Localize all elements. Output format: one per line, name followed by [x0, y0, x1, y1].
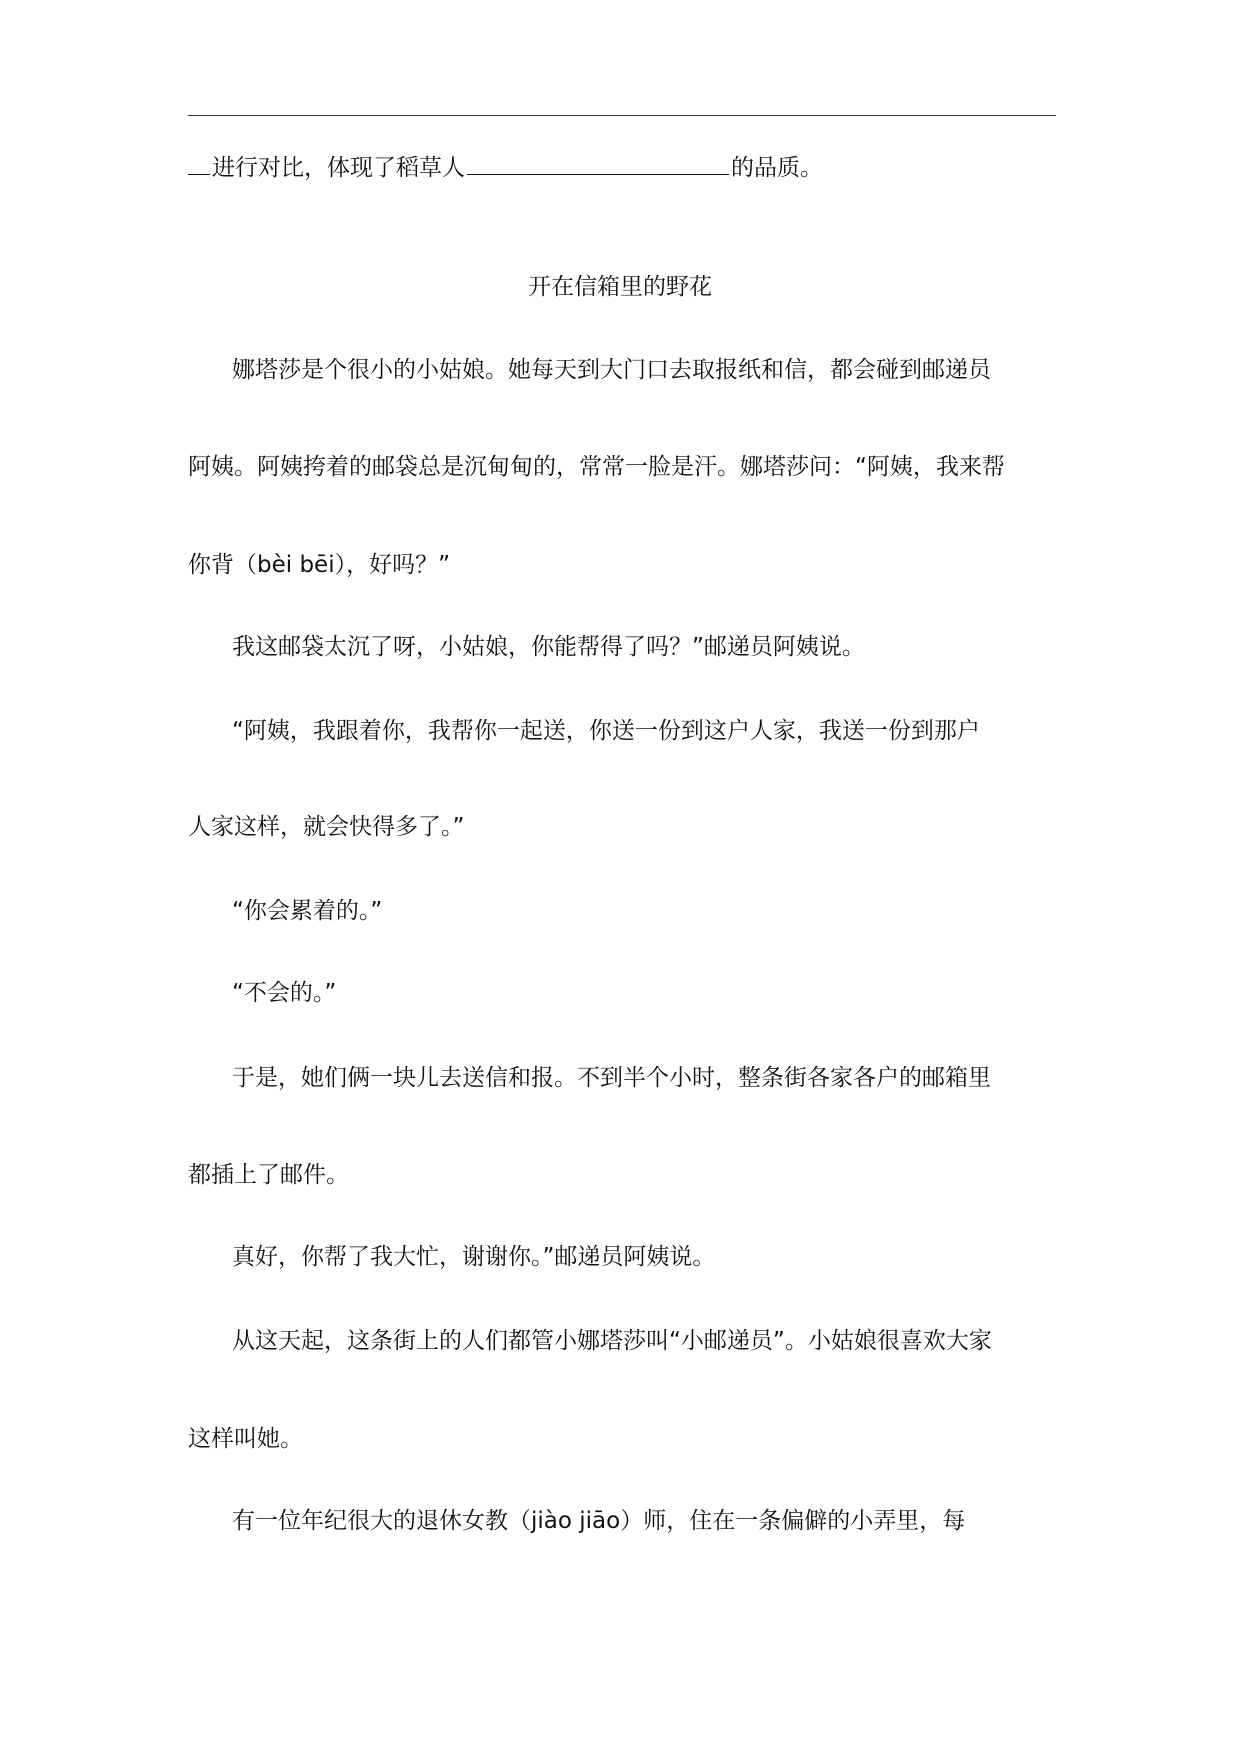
- paragraph-line-11: 真好，你帮了我大忙，谢谢你。”邮递员阿姨说。: [232, 1244, 716, 1270]
- paragraph-line-3: 你背（bèi bēi），好吗？”: [188, 552, 451, 578]
- paragraph-line-7: “你会累着的。”: [232, 898, 383, 924]
- paragraph-line-10: 都插上了邮件。: [188, 1162, 349, 1188]
- paragraph-line-5: “阿姨，我跟着你，我帮你一起送，你送一份到这户人家，我送一份到那户: [232, 718, 980, 744]
- answer-blank-short[interactable]: [188, 152, 210, 175]
- paragraph-line-8: “不会的。”: [232, 980, 337, 1006]
- paragraph-line-14: 有一位年纪很大的退休女教（jiào jiāo）师，住在一条偏僻的小弄里，每: [232, 1508, 966, 1534]
- question-tail-line: [188, 152, 823, 183]
- answer-blank-long[interactable]: [467, 152, 729, 175]
- paragraph-line-2: 阿姨。阿姨挎着的邮袋总是沉甸甸的，常常一脸是汗。娜塔莎问：“阿姨，我来帮: [188, 454, 1005, 480]
- paragraph-line-4: 我这邮袋太沉了呀，小姑娘，你能帮得了吗？”邮递员阿姨说。: [232, 634, 865, 660]
- paragraph-line-9: 于是，她们俩一块儿去送信和报。不到半个小时，整条街各家各户的邮箱里: [232, 1065, 991, 1091]
- paragraph-line-6: 人家这样，就会快得多了。”: [188, 814, 465, 840]
- header-rule: [188, 115, 1056, 116]
- question-text-part2: 的品质。: [731, 155, 823, 181]
- paragraph-line-13: 这样叫她。: [188, 1426, 303, 1452]
- paragraph-line-1: 娜塔莎是个很小的小姑娘。她每天到大门口去取报纸和信，都会碰到邮递员: [232, 357, 991, 383]
- question-text-part1: 进行对比，体现了稻草人: [212, 155, 465, 181]
- story-title: 开在信箱里的野花: [528, 274, 712, 300]
- paragraph-line-12: 从这天起，这条街上的人们都管小娜塔莎叫“小邮递员”。小姑娘很喜欢大家: [232, 1328, 992, 1354]
